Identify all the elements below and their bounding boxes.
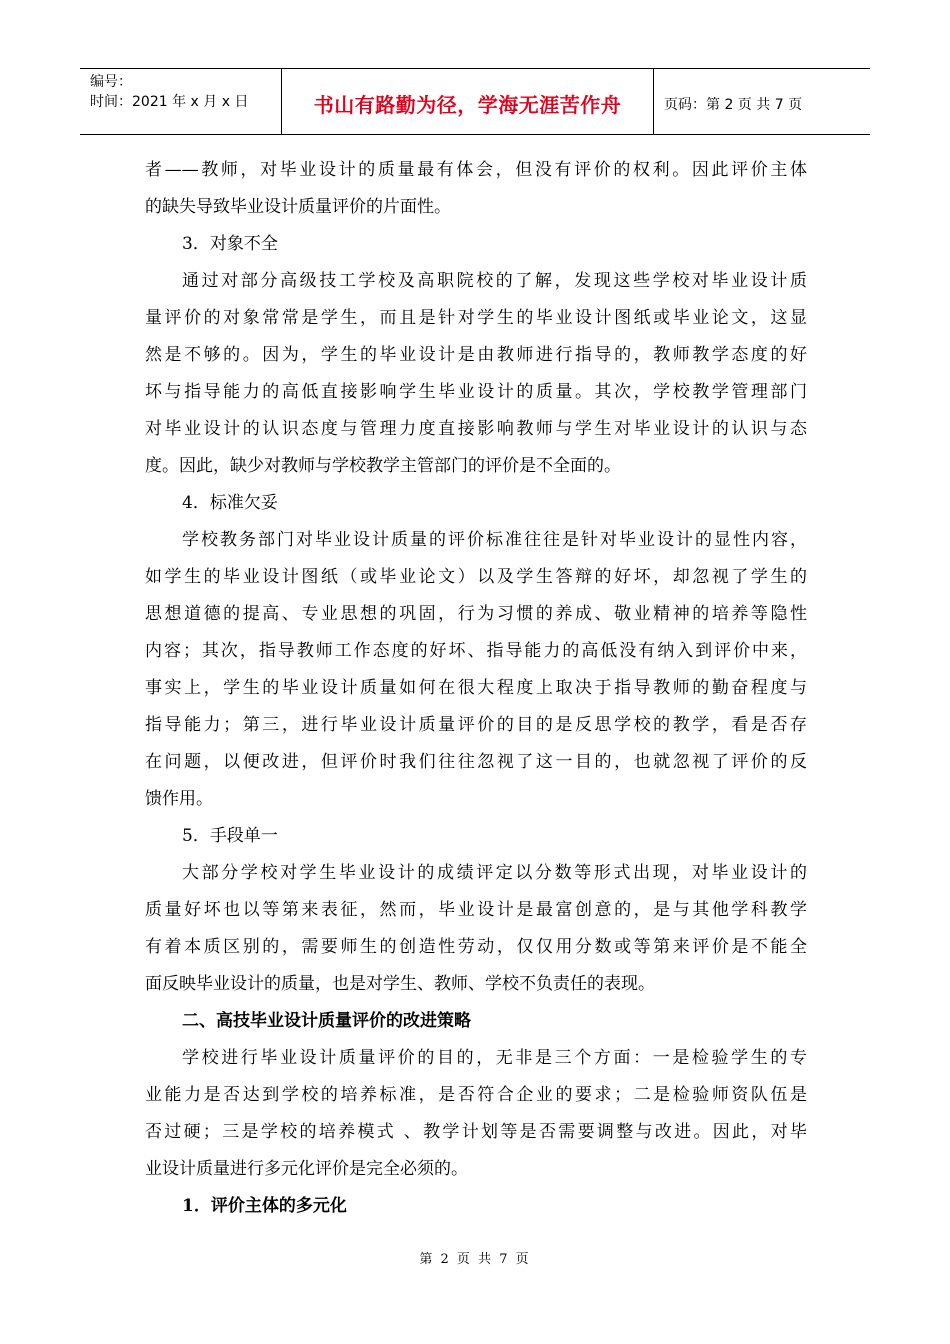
- section-heading: 5．手段单一: [182, 826, 278, 846]
- body-line: 度。因此，缺少对教师与学校教学主管部门的评价是不全面的。: [145, 456, 621, 476]
- document-body: [145, 152, 807, 1225]
- body-line: 事实上，学生的毕业设计质量如何在很大程度上取决于指导教师的勤奋程度与: [145, 678, 807, 698]
- page-label: 页码：第 2 页 共 7 页: [664, 96, 803, 113]
- body-line: 学校进行毕业设计质量评价的目的，无非是三个方面：一是检验学生的专: [182, 1048, 807, 1068]
- body-line: 量评价的对象常常是学生，而且是针对学生的毕业设计图纸或毕业论文，这显: [145, 308, 807, 328]
- body-line: 馈作用。: [145, 789, 213, 809]
- footer-page-number: 第 2 页 共 7 页: [419, 1252, 531, 1267]
- page-header: [80, 68, 870, 135]
- subsection-heading: 1．评价主体的多元化: [182, 1196, 347, 1216]
- body-line: 质量好坏也以等第来表征，然而，毕业设计是最富创意的，是与其他学科教学: [145, 900, 807, 920]
- body-line: 业设计质量进行多元化评价是完全必须的。: [145, 1159, 468, 1179]
- header-motto: [281, 69, 654, 134]
- body-line: 面反映毕业设计的质量，也是对学生、教师、学校不负责任的表现。: [145, 974, 655, 994]
- body-line: 有着本质区别的，需要师生的创造性劳动，仅仅用分数或等第来评价是不能全: [145, 937, 807, 957]
- motto-text: 书山有路勤为径，学海无涯苦作舟: [313, 93, 622, 117]
- body-line: 否过硬；三是学校的培养模式 、教学计划等是否需要调整与改进。因此，对毕: [145, 1122, 807, 1142]
- body-line: 指导能力；第三，进行毕业设计质量评价的目的是反思学校的教学，看是否存: [145, 715, 807, 735]
- body-line: 思想道德的提高、专业思想的巩固，行为习惯的养成、敬业精神的培养等隐性: [145, 604, 807, 624]
- section-heading: 3．对象不全: [182, 234, 278, 254]
- body-line: 如学生的毕业设计图纸（或毕业论文）以及学生答辩的好坏，却忽视了学生的: [145, 567, 807, 587]
- body-line: 内容；其次，指导教师工作态度的好坏、指导能力的高低没有纳入到评价中来，: [145, 641, 807, 661]
- body-line: 对毕业设计的认识态度与管理力度直接影响教师与学生对毕业设计的认识与态: [145, 419, 807, 439]
- number-label: 编号：: [90, 74, 132, 90]
- header-meta: [80, 69, 281, 134]
- body-line: 然是不够的。因为，学生的毕业设计是由教师进行指导的，教师教学态度的好: [145, 345, 807, 365]
- chapter-heading: 二、高技毕业设计质量评价的改进策略: [182, 1011, 471, 1031]
- section-heading: 4．标准欠妥: [182, 493, 278, 513]
- body-line: 学校教务部门对毕业设计质量的评价标准往往是针对毕业设计的显性内容，: [182, 530, 807, 550]
- body-line: 的缺失导致毕业设计质量评价的片面性。: [145, 197, 451, 217]
- body-line: 者——教师，对毕业设计的质量最有体会，但没有评价的权利。因此评价主体: [145, 160, 807, 180]
- body-line: 坏与指导能力的高低直接影响学生毕业设计的质量。其次，学校教学管理部门: [145, 382, 807, 402]
- body-line: 业能力是否达到学校的培养标准，是否符合企业的要求；二是检验师资队伍是: [145, 1085, 807, 1105]
- body-line: 通过对部分高级技工学校及高职院校的了解，发现这些学校对毕业设计质: [182, 271, 807, 291]
- header-page-info: [654, 69, 870, 134]
- time-label: 时间：2021 年 x 月 x 日: [90, 94, 249, 110]
- body-line: 在问题，以便改进，但评价时我们往往忽视了这一目的，也就忽视了评价的反: [145, 752, 807, 772]
- page-footer: [0, 1248, 950, 1267]
- body-line: 大部分学校对学生毕业设计的成绩评定以分数等形式出现，对毕业设计的: [182, 863, 807, 883]
